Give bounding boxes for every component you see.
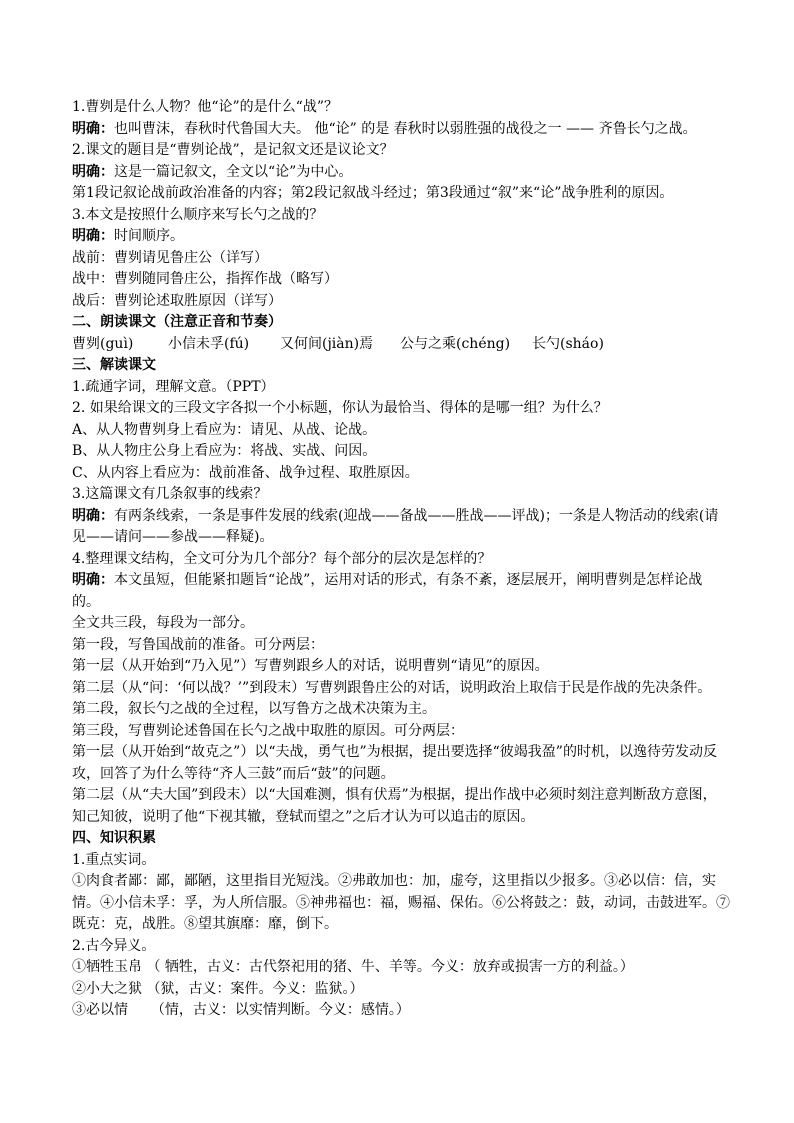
answer-label: 明确： — [72, 507, 114, 524]
part-3-layer-2: 第二层（从“夫大国”到段末）以“大国难测，惧有伏焉”为根据，提出作战中必须时刻注意判断敌方意图，知己知彼，说明了他“下视其辙，登轼而望之”之后才认为可以追击的原因。 — [72, 787, 717, 825]
answer-2 — [72, 162, 730, 184]
answer-text: 这是一篇记叙文，全文以“论”为中心。 — [114, 163, 353, 180]
stage-during: 战中：曹刿随同鲁庄公，指挥作战（略写） — [72, 271, 338, 287]
answer-text: 本文虽短，但能紧扣题旨“论战”，运用对话的形式，有条不紊，逐层展开，阐明曹刿是怎样论战的。 — [72, 572, 703, 610]
pronunciation-item: 曹刿(guì) — [72, 335, 134, 352]
ancient-modern-item-1: ①牺牲玉帛 （ 牺牲，古义：古代祭祀用的猪、牛、羊等。今义：放弃或损害一方的利益。） — [72, 959, 634, 975]
answer-label: 明确： — [72, 163, 114, 180]
pronunciation-item: 公与之乘(chéng) — [400, 335, 511, 352]
question-1: 1.曹刿是什么人物？他“论”的是什么“战”？ — [72, 99, 338, 115]
ancient-modern-item-2: ②小大之狱 （狱，古义：案件。今义：监狱。） — [72, 980, 364, 997]
answer-label: 明确： — [72, 572, 114, 588]
structure-intro: 全文共三段，每段为一部分。 — [72, 615, 254, 631]
section-3-question-3: 3.这篇课文有几条叙事的线索？ — [72, 486, 268, 502]
part-3-layer-1: 第一层（从开始到“故克之”）以“夫战，勇气也”为根据，提出要选择“彼竭我盈”的时机，以逸待劳发动反攻，回答了为什么等待“齐人三鼓”而后“鼓”的问题。 — [72, 744, 717, 782]
section-3-question-4: 4.整理课文结构，全文可分为几个部分？每个部分的层次是怎样的？ — [72, 550, 492, 567]
question-2: 2.课文的题目是“曹刿论战”，是记叙文还是议论文？ — [72, 142, 394, 158]
part-1-layer-1: 第一层（从开始到“乃入见”）写曹刿跟乡人的对话，说明曹刿“请见”的原因。 — [72, 658, 549, 674]
answer-2-detail: 第1段记叙论战前政治准备的内容；第2段记叙战斗经过；第3段通过“叙”来“论”战争胜利的原因。 — [72, 185, 674, 201]
answer-label: 明确： — [72, 120, 114, 137]
answer-text: 有两条线索，一条是事件发展的线索(迎战——备战——胜战——评战)；一条是人物活动的线索(请见——请问——参战——释疑)。 — [72, 507, 719, 545]
section-3-title: 三、解读课文 — [72, 357, 156, 373]
part-2: 第二段，叙长勺之战的全过程，以写鲁方之战术决策为主。 — [72, 701, 436, 717]
key-words-list: ①肉食者鄙：鄙，鄙陋，这里指目光短浅。②弗敢加也：加，虚夸，这里指以少报多。③必以信：信，实情。④小信未孚：孚，为人所信服。⑤神弗福也：福，赐福、保佑。⑥公将鼓之：鼓，动词，击鼓进军。⑦既克：克，战胜。⑧望其旗靡：靡，倒下。 — [72, 873, 730, 932]
stage-after: 战后：曹刿论述取胜原因（详写） — [72, 292, 282, 309]
answer-text: 也叫曹沫，春秋时代鲁国大夫。 他“论” 的是 春秋时以弱胜强的战役之一 —— 齐鲁长勺之战。 — [114, 120, 697, 137]
part-3: 第三段，写曹刿论述鲁国在长勺之战中取胜的原因。可分两层： — [72, 722, 464, 739]
option-a: A、从人物曹刿身上看应为：请见、从战、论战。 — [72, 421, 377, 438]
answer-label: 明确： — [72, 228, 114, 244]
section-3-point-2: 2. 如果给课文的三段文字各拟一个小标题，你认为最恰当、得体的是哪一组？为什么？ — [72, 400, 608, 416]
section-4-point-2: 2.古今异义。 — [72, 937, 156, 954]
pronunciation-item: 长勺(sháo) — [532, 335, 604, 352]
section-3-point-1: 1.疏通字词，理解文意。（PPT） — [72, 378, 275, 395]
option-c: C、从内容上看应为：战前准备、战争过程、取胜原因。 — [72, 464, 419, 481]
section-2-title: 二、朗读课文（注意正音和节奏） — [72, 314, 282, 330]
section-3-answer-3 — [72, 506, 730, 549]
answer-text: 时间顺序。 — [114, 228, 184, 244]
option-b: B、从人物庄公身上看应为：将战、实战、问因。 — [72, 443, 377, 459]
section-4-point-1: 1.重点实词。 — [72, 851, 156, 868]
ancient-modern-item-3: ③必以情 （情，古义：以实情判断。今义：感情。） — [72, 1002, 410, 1018]
pronunciation-item: 又何间(jiàn)焉 — [280, 335, 374, 352]
reading-pronunciation-list — [72, 334, 730, 356]
answer-3 — [72, 226, 730, 248]
section-3-answer-4 — [72, 570, 730, 613]
section-4-title: 四、知识积累 — [72, 830, 156, 846]
part-1: 第一段，写鲁国战前的准备。可分两层： — [72, 636, 324, 653]
part-1-layer-2: 第二层（从“问：‘何以战？’”到段末）写曹刿跟鲁庄公的对话，说明政治上取信于民是作战的先决条件。 — [72, 679, 712, 696]
answer-1 — [72, 119, 730, 141]
pronunciation-item: 小信未孚(fú) — [168, 335, 250, 352]
stage-before: 战前：曹刿请见鲁庄公（详写） — [72, 249, 268, 266]
question-3: 3.本文是按照什么顺序来写长勺之战的？ — [72, 206, 324, 223]
